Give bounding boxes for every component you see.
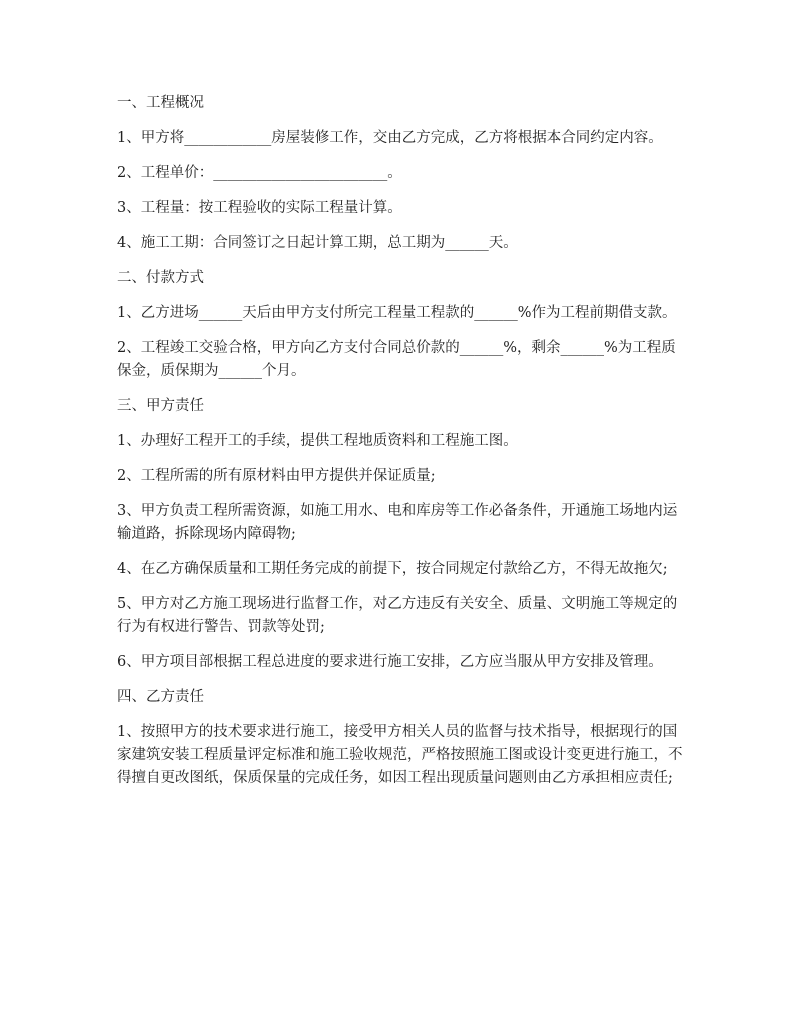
clause-4-1: 1、按照甲方的技术要求进行施工，接受甲方相关人员的监督与技术指导，根据现行的国家建筑安装工程质量评定标准和施工验收规范，严格按照施工图或设计变更进行施工，不得擅自更改图纸，保质保量的完成任务，如因工程出现质量问题则由乙方承担相应责任; [117, 724, 683, 786]
section-heading-party-b: 四、乙方责任 [117, 689, 204, 705]
clause-3-3: 3、甲方负责工程所需资源，如施工用水、电和库房等工作必备条件，开通施工场地内运输道路，拆除现场内障碍物; [117, 503, 678, 542]
clause-3-5: 5、甲方对乙方施工现场进行监督工作，对乙方违反有关安全、质量、文明施工等规定的行为有权进行警告、罚款等处罚; [117, 596, 678, 635]
clause-1-1: 1、甲方将____________房屋装修工作，交由乙方完成，乙方将根据本合同约定内容。 [117, 130, 663, 146]
clause-1-3: 3、工程量：按工程验收的实际工程量计算。 [117, 200, 402, 216]
clause-2-1: 1、乙方进场______天后由甲方支付所完工程量工程款的______%作为工程前期借支款。 [117, 305, 677, 321]
clause-3-6: 6、甲方项目部根据工程总进度的要求进行施工安排，乙方应当服从甲方安排及管理。 [117, 654, 663, 670]
clause-3-1: 1、办理好工程开工的手续，提供工程地质资料和工程施工图。 [117, 433, 518, 449]
clause-3-2: 2、工程所需的所有原材料由甲方提供并保证质量; [117, 468, 436, 484]
clause-2-2: 2、工程竣工交验合格，甲方向乙方支付合同总价款的______%，剩余______%为工程质保金，质保期为______个月。 [117, 340, 676, 379]
section-heading-payment: 二、付款方式 [117, 270, 204, 286]
section-heading-project-overview: 一、工程概况 [117, 95, 204, 111]
clause-3-4: 4、在乙方确保质量和工期任务完成的前提下，按合同规定付款给乙方，不得无故拖欠; [117, 561, 668, 577]
document-body [117, 92, 687, 802]
clause-1-4: 4、施工工期：合同签订之日起计算工期，总工期为______天。 [117, 235, 518, 251]
section-heading-party-a: 三、甲方责任 [117, 398, 204, 414]
clause-1-2: 2、工程单价：________________________。 [117, 165, 402, 181]
